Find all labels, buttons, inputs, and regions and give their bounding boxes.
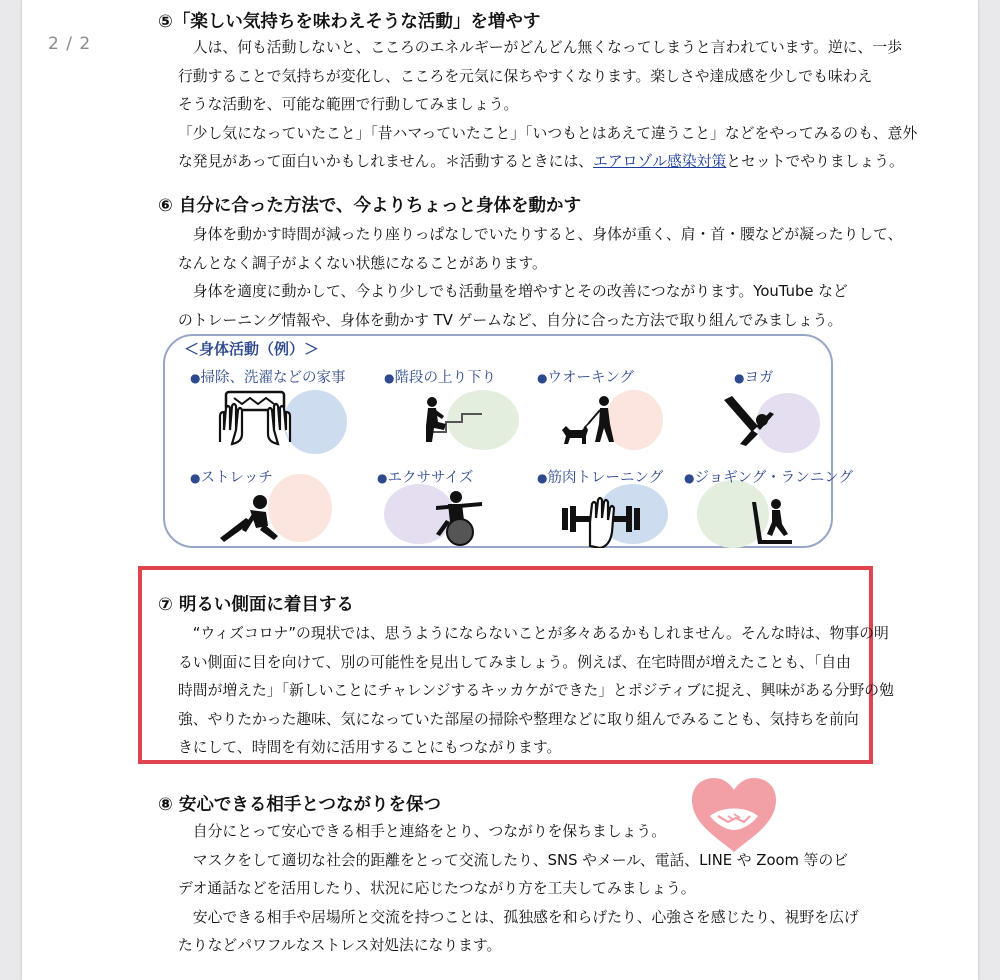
activity-label-exercise (377, 466, 473, 487)
bullet: ● (734, 371, 745, 385)
bullet: ● (537, 371, 548, 385)
bullet: ● (190, 471, 201, 485)
text-line: デオ通話などを活用したり、状況に応じたつながり方を工夫してみましょう。 (178, 880, 696, 897)
label-text: 筋肉トレーニング (547, 470, 664, 486)
text-line: 強、やりたかった趣味、気になっていた部屋の掃除や整理などに取り組んでみることも、気持ちを前向 (178, 710, 859, 728)
text-segment: とセットでやりましょう。 (726, 153, 904, 170)
text-line: 時間が増えた」「新しいことにチャレンジするキッカケができた」とポジティブに捉え、興味がある分野の勉 (178, 682, 894, 699)
yoga-icon (718, 392, 776, 446)
page-indicator: 2 / 2 (48, 34, 92, 54)
label-text: ヨガ (744, 370, 774, 386)
text-line: そうな活動を、可能な範囲で行動してみましょう。 (178, 96, 519, 113)
label-text: エクササイズ (387, 470, 474, 486)
text-line: 身体を適度に動かして、今より少しでも活動量を増やすとその改善につながります。YouTube など (178, 283, 848, 300)
bullet: ● (377, 471, 388, 485)
text-line: のトレーニング情報や、身体を動かす TV ゲームなど、自分に合った方法で取り組んでみましょう。 (178, 311, 843, 329)
section-5-heading: ⑤「楽しい気持ちを味わえそうな活動」を増やす (158, 12, 541, 32)
activity-label-walking (537, 366, 634, 387)
activity-label-housework (190, 366, 345, 387)
activity-label-muscle-training (537, 466, 663, 487)
section-8-heading: ⑧ 安心できる相手とつながりを保つ (158, 795, 442, 815)
text-line: 安心できる相手や居場所と交流を持つことは、孤独感を和らげたり、心強さを感じたり、視野を広げ (178, 908, 859, 926)
text-line: 「少し気になっていたこと」「昔ハマっていたこと」「いつもとはあえて違うこと」などをやってみるのも、意外 (178, 124, 918, 142)
bullet: ● (684, 471, 695, 485)
bullet: ● (384, 371, 395, 385)
housework-icon (214, 390, 296, 446)
label-text: 掃除、洗濯などの家事 (200, 370, 346, 386)
section-7-body (178, 620, 894, 763)
text-line (178, 148, 917, 177)
label-text: 階段の上り下り (394, 370, 496, 386)
activity-label-yoga (734, 366, 773, 387)
text-line: たりなどパワフルなストレス対処法になります。 (178, 937, 502, 954)
text-line: なんとなく調子がよくない状態になることがあります。 (178, 254, 547, 272)
walking-dog-icon (558, 396, 622, 446)
treadmill-icon (748, 496, 794, 548)
stretch-icon (216, 492, 286, 546)
label-text: ウオーキング (547, 370, 635, 386)
section-6-heading: ⑥ 自分に合った方法で、今よりちょっと身体を動かす (158, 196, 582, 216)
dumbbell-icon (558, 492, 644, 548)
activity-label-jogging (684, 466, 853, 487)
text-line: るい側面に目を向けて、別の可能性を見出してみましょう。例えば、在宅時間が増えたことも、「自由 (178, 653, 851, 671)
activity-label-stretch (190, 466, 273, 487)
stairs-icon (416, 396, 486, 444)
section-5-body (178, 34, 917, 177)
bullet: ● (190, 371, 201, 385)
activity-examples-title: ＜身体活動（例）＞ (184, 340, 320, 358)
section-6-body (178, 221, 902, 335)
text-line: “ウィズコロナ”の現状では、思うようにならないことが多々あるかもしれません。そんな時は、物事の明 (178, 625, 889, 642)
text-line: きにして、時間を有効に活用することにもつながります。 (178, 739, 562, 756)
label-text: ジョギング・ランニング (694, 470, 853, 486)
exercise-ball-icon (428, 490, 488, 546)
label-text: ストレッチ (200, 470, 273, 486)
text-line: 自分にとって安心できる相手と連絡をとり、つながりを保ちましょう。 (178, 823, 667, 840)
text-line: 行動することで気持ちが変化し、こころを元気に保ちやすくなります。楽しさや達成感を少しでも味わえ (178, 67, 873, 85)
text-line: マスクをして適切な社会的距離をとって交流したり、SNS やメール、電話、LINE や Zoom 等のビ (178, 851, 849, 869)
text-line: 身体を動かす時間が減ったり座りっぱなしでいたりすると、身体が重く、肩・首・腰などが凝ったりして、 (178, 226, 903, 243)
section-7-heading: ⑦ 明るい側面に着目する (158, 595, 354, 615)
activity-label-stairs (384, 366, 496, 387)
text-segment: な発見があって面白いかもしれません。＊活動するときには、 (178, 153, 594, 170)
bullet: ● (537, 471, 548, 485)
text-line: 人は、何も活動しないと、こころのエネルギーがどんどん無くなってしまうと言われています。逆に、一歩 (178, 39, 902, 56)
section-8-body (178, 818, 859, 961)
aerosol-infection-link[interactable]: エアロゾル感染対策 (593, 153, 727, 170)
